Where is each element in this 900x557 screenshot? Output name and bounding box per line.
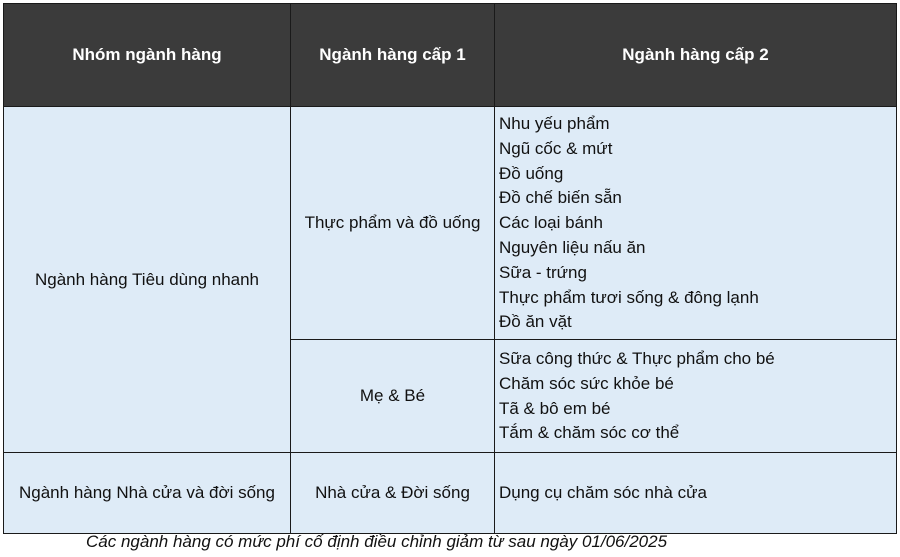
list-item: Tã & bô em bé: [499, 398, 611, 418]
list-item: Ngũ cốc & mứt: [499, 138, 613, 158]
level-2-list: [495, 340, 897, 453]
header-group: Nhóm ngành hàng: [4, 4, 291, 107]
list-item: Các loại bánh: [499, 213, 603, 233]
table-row: [4, 107, 897, 340]
list-item: Dụng cụ chăm sóc nhà cửa: [499, 483, 707, 503]
level-1-cell: Nhà cửa & Đời sống: [291, 453, 495, 534]
level-2-list: [495, 453, 897, 534]
list-item: Sữa công thức & Thực phẩm cho bé: [499, 349, 775, 369]
list-item: Sữa - trứng: [499, 262, 587, 282]
header-level-2: Ngành hàng cấp 2: [495, 4, 897, 107]
group-cell: Ngành hàng Tiêu dùng nhanh: [4, 107, 291, 453]
level-2-list: [495, 107, 897, 340]
header-level-1: Ngành hàng cấp 1: [291, 4, 495, 107]
category-table: [3, 3, 897, 534]
header-row: [4, 4, 897, 107]
level-1-cell: Thực phẩm và đồ uống: [291, 107, 495, 340]
list-item: Nhu yếu phẩm: [499, 114, 610, 133]
list-item: Thực phẩm tươi sống & đông lạnh: [499, 287, 759, 307]
list-item: Đồ uống: [499, 163, 564, 183]
list-item: Đồ chế biến sẵn: [499, 188, 622, 208]
list-item: Đồ ăn vặt: [499, 312, 572, 332]
level-1-cell: Mẹ & Bé: [291, 340, 495, 453]
list-item: Tắm & chăm sóc cơ thể: [499, 423, 680, 443]
group-cell: Ngành hàng Nhà cửa và đời sống: [4, 453, 291, 534]
list-item: Nguyên liệu nấu ăn: [499, 237, 646, 257]
table-caption: Các ngành hàng có mức phí cố định điều chỉnh giảm từ sau ngày 01/06/2025: [86, 532, 668, 551]
table-row: [4, 453, 897, 534]
list-item: Chăm sóc sức khỏe bé: [499, 373, 674, 393]
